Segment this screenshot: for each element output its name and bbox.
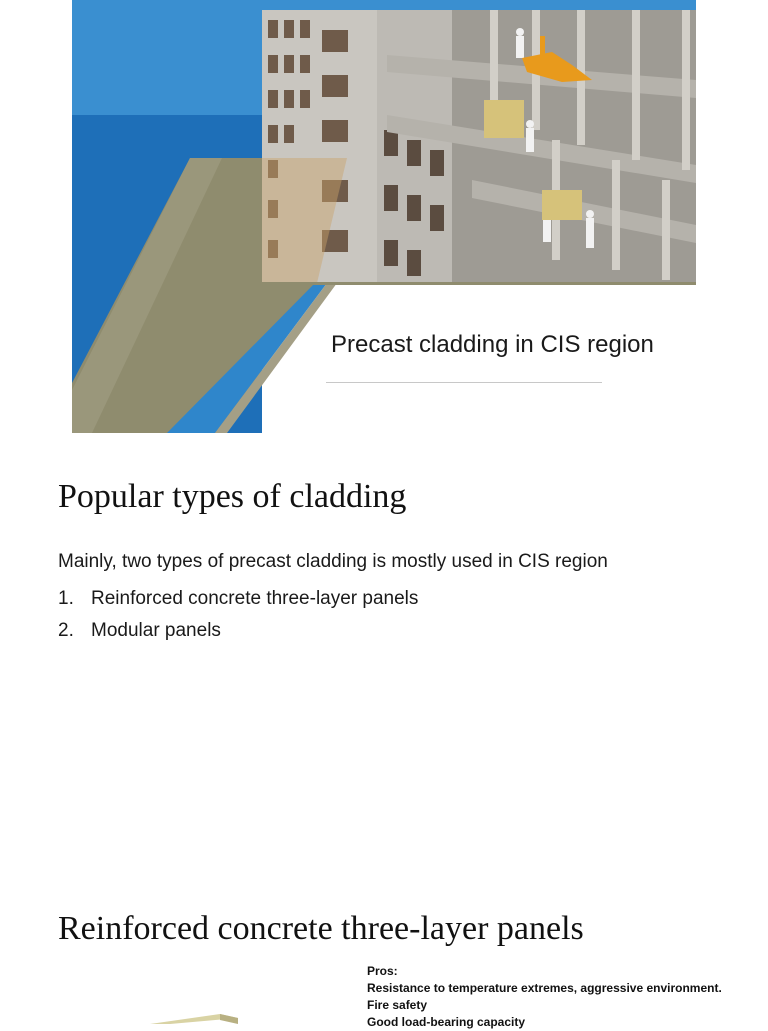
pros-label: Pros:: [367, 964, 398, 978]
list-number: 1.: [58, 588, 74, 609]
list-text: Reinforced concrete three-layer panels: [91, 588, 419, 609]
section-heading-popular-types: Popular types of cladding: [58, 478, 407, 515]
pros-block: [367, 963, 722, 1031]
building-photo: [262, 10, 696, 282]
list-text: Modular panels: [91, 620, 221, 641]
intro-paragraph: Mainly, two types of precast cladding is mostly used in CIS region: [58, 551, 608, 572]
list-item: [58, 583, 418, 615]
section-heading-three-layer-panels: Reinforced concrete three-layer panels: [58, 910, 584, 947]
list-number: 2.: [58, 620, 74, 641]
cladding-types-list: [58, 583, 418, 647]
pros-item: Good load-bearing capacity: [367, 1015, 526, 1029]
list-item: [58, 615, 418, 647]
cover-title: Precast cladding in CIS region: [331, 331, 654, 358]
cover-block: [72, 0, 696, 433]
pros-item: Resistance to temperature extremes, aggressive environment.: [367, 981, 722, 995]
pros-item: Fire safety: [367, 998, 428, 1012]
cover-art: [72, 0, 696, 433]
panel-illustration: [150, 1006, 240, 1024]
cover-divider: [326, 382, 602, 383]
